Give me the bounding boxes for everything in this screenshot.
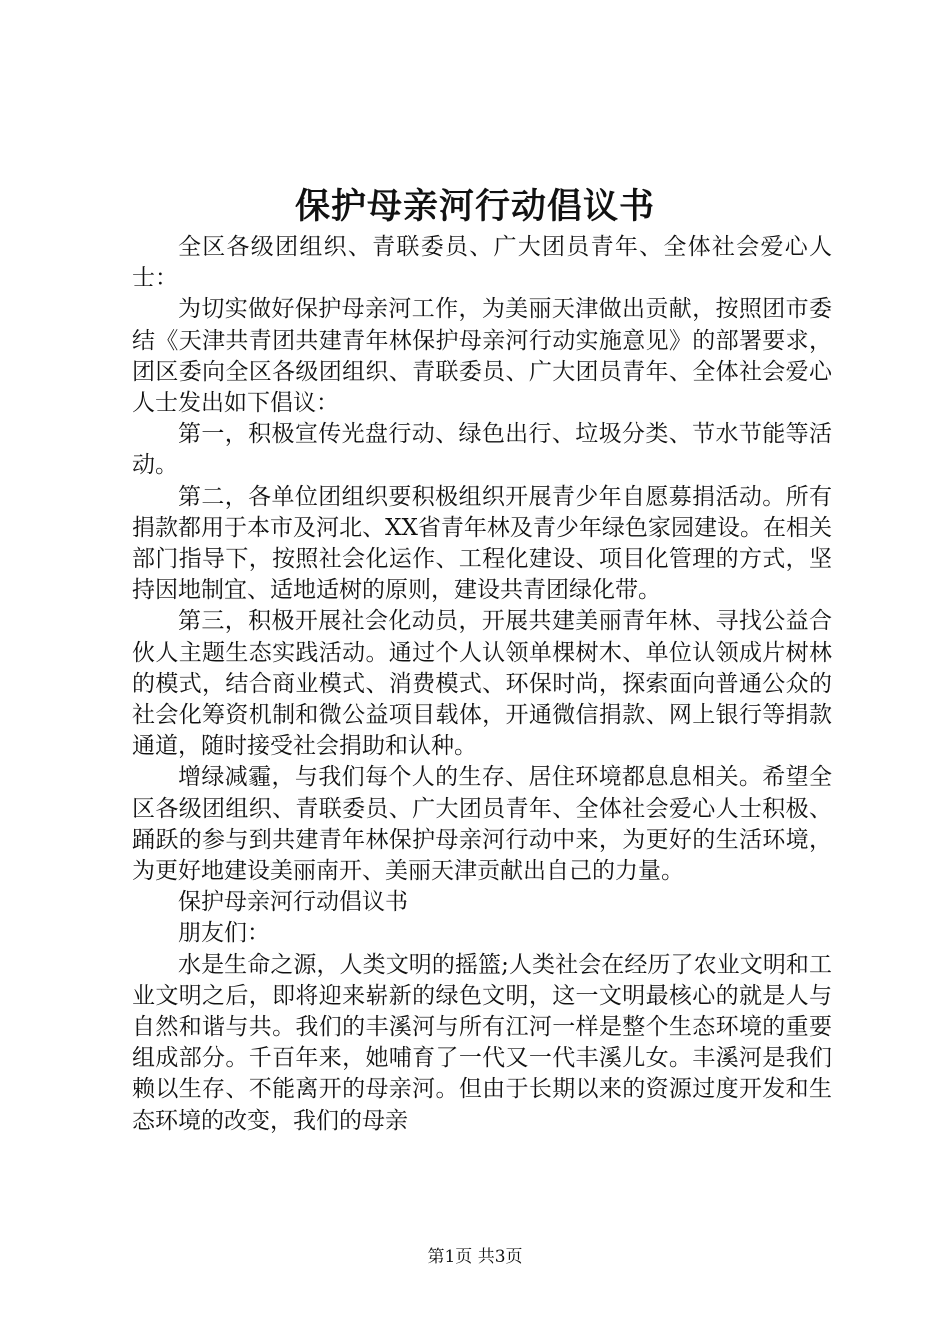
page-number: 第1页 共3页 [427,1247,523,1267]
second-salutation-paragraph: 朋友们： [178,920,270,947]
water-source-paragraph: 水是生命之源，人类文明的摇篮;人类社会在经历了农业文明和工业文明之后，即将迎来崭新的绿色文明，这一文明最核心的就是人与自然和谐与共。我们的丰溪河与所有江河一样是整个生态环境的重要组成部分。千百年来，她哺育了一代又一代丰溪儿女。丰溪河是我们赖以生存、不能离开的母亲河。但由于长期以来的资源过度开发和生态环境的改变，我们的母亲 [132,951,832,1134]
proposal-one-paragraph: 第一，积极宣传光盘行动、绿色出行、垃圾分类、节水节能等活动。 [132,421,832,479]
document-body [132,232,832,1137]
salutation-paragraph: 全区各级团组织、青联委员、广大团员青年、全体社会爱心人士： [132,234,832,292]
second-title-paragraph: 保护母亲河行动倡议书 [178,889,408,916]
intro-paragraph: 为切实做好保护母亲河工作，为美丽天津做出贡献，按照团市委结《天津共青团共建青年林保护母亲河行动实施意见》的部署要求，团区委向全区各级团组织、青联委员、广大团员青年、全体社会爱心人士发出如下倡议： [132,296,832,417]
proposal-two-paragraph: 第二，各单位团组织要积极组织开展青少年自愿募捐活动。所有捐款都用于本市及河北、XX省青年林及青少年绿色家园建设。在相关部门指导下，按照社会化运作、工程化建设、项目化管理的方式，坚持因地制宜、适地适树的原则，建设共青团绿化带。 [132,483,832,604]
conclusion-paragraph: 增绿减霾，与我们每个人的生存、居住环境都息息相关。希望全区各级团组织、青联委员、广大团员青年、全体社会爱心人士积极、踊跃的参与到共建青年林保护母亲河行动中来，为更好的生活环境，为更好地建设美丽南开、美丽天津贡献出自己的力量。 [132,764,832,885]
proposal-three-paragraph: 第三，积极开展社会化动员，开展共建美丽青年林、寻找公益合伙人主题生态实践活动。通过个人认领单棵树木、单位认领成片树林的模式，结合商业模式、消费模式、环保时尚，探索面向普通公众的社会化筹资机制和微公益项目载体，开通微信捐款、网上银行等捐款通道，随时接受社会捐助和认种。 [132,608,832,760]
document-title: 保护母亲河行动倡议书 [294,186,655,227]
